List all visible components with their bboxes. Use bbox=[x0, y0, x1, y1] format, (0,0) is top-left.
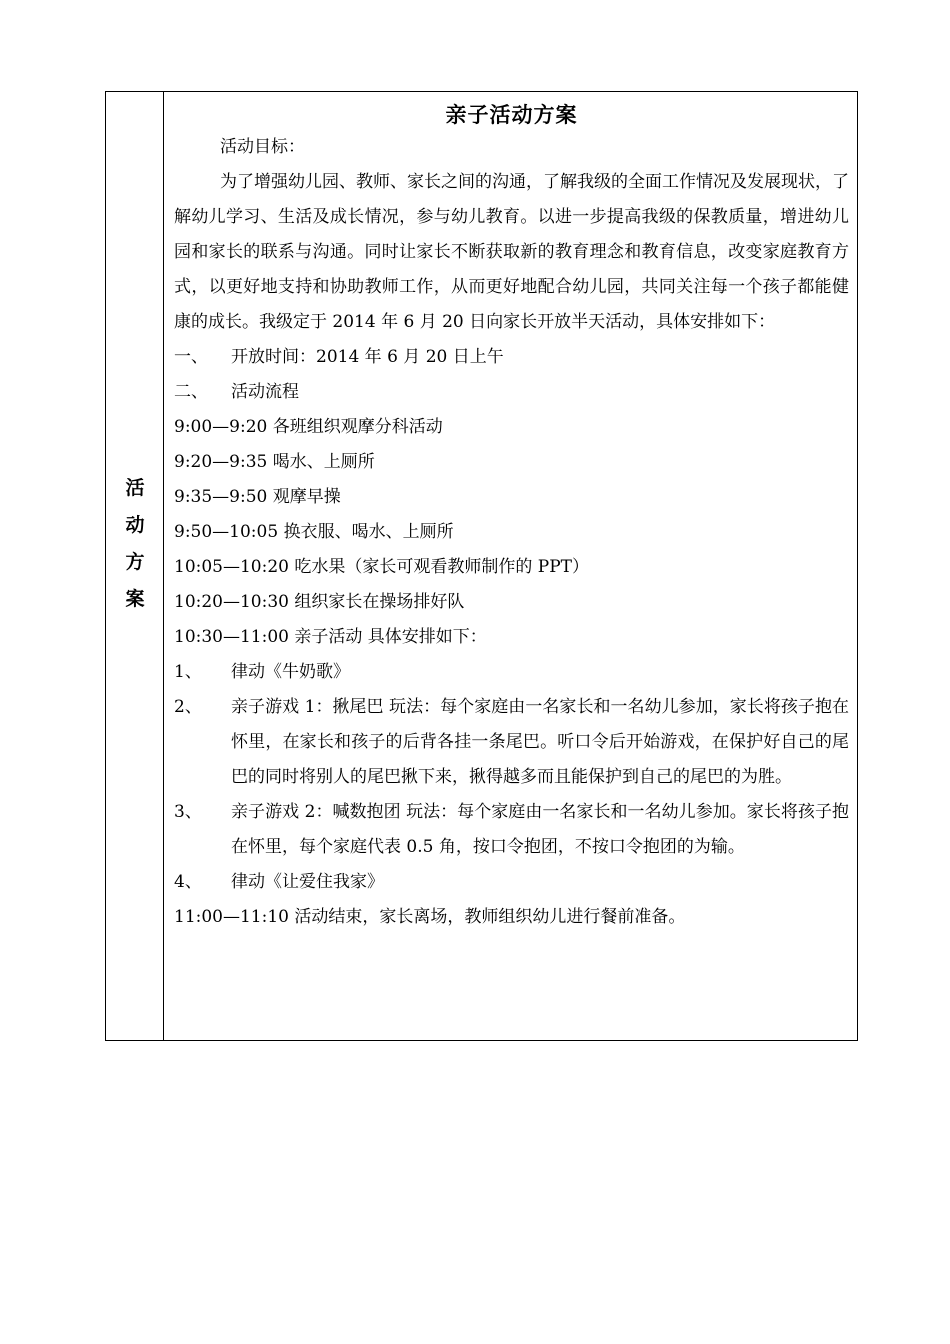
section-number: 一、 bbox=[174, 347, 208, 367]
section-open-time bbox=[174, 340, 849, 375]
activity-item bbox=[174, 865, 849, 900]
plan-table bbox=[105, 91, 858, 1041]
schedule-item: 9:20—9:35 喝水、上厕所 bbox=[174, 452, 375, 472]
section-text: 活动流程 bbox=[231, 382, 299, 402]
side-label-char: 案 bbox=[125, 588, 145, 610]
schedule-item: 9:50—10:05 换衣服、喝水、上厕所 bbox=[174, 522, 454, 542]
side-label-char: 活 bbox=[125, 477, 145, 499]
side-label-cell bbox=[106, 92, 164, 1040]
activity-item bbox=[174, 690, 849, 795]
section-process bbox=[174, 375, 849, 410]
activity-number: 2、 bbox=[174, 697, 202, 717]
content-cell bbox=[165, 92, 857, 1040]
activity-item bbox=[174, 655, 849, 690]
activity-number: 3、 bbox=[174, 802, 202, 822]
schedule-item: 9:35—9:50 观摩早操 bbox=[174, 487, 341, 507]
section-number: 二、 bbox=[174, 382, 208, 402]
activity-number: 4、 bbox=[174, 872, 202, 892]
activity-number: 1、 bbox=[174, 662, 202, 682]
document-title: 亲子活动方案 bbox=[445, 103, 578, 127]
side-label-char: 动 bbox=[125, 514, 145, 536]
activity-text: 亲子游戏 2：喊数抱团 玩法：每个家庭由一名家长和一名幼儿参加。家长将孩子抱在怀里，每个家庭代表 0.5 角，按口令抱团，不按口令抱团的为输。 bbox=[231, 802, 849, 857]
activity-text: 律动《让爱住我家》 bbox=[231, 872, 384, 892]
goal-heading: 活动目标： bbox=[220, 137, 305, 157]
schedule-item: 10:30—11:00 亲子活动 具体安排如下： bbox=[174, 627, 487, 647]
section-text: 开放时间：2014 年 6 月 20 日上午 bbox=[231, 347, 504, 367]
side-label bbox=[106, 470, 164, 618]
activity-text: 律动《牛奶歌》 bbox=[231, 662, 350, 682]
goal-paragraph: 为了增强幼儿园、教师、家长之间的沟通，了解我级的全面工作情况及发展现状，了解幼儿学习、生活及成长情况，参与幼儿教育。以进一步提高我级的保教质量，增进幼儿园和家长的联系与沟通。同时让家长不断获取新的教育理念和教育信息，改变家庭教育方式，以更好地支持和协助教师工作，从而更好地配合幼儿园，共同关注每一个孩子都能健康的成长。我级定于 2014 年 6 月 20 日向家长开放半天活动，具体安排如下： bbox=[174, 172, 849, 332]
activity-item bbox=[174, 795, 849, 865]
closing-line: 11:00—11:10 活动结束，家长离场，教师组织幼儿进行餐前准备。 bbox=[174, 907, 686, 927]
schedule-item: 9:00—9:20 各班组织观摩分科活动 bbox=[174, 417, 443, 437]
schedule-item: 10:05—10:20 吃水果（家长可观看教师制作的 PPT） bbox=[174, 557, 590, 577]
activity-text: 亲子游戏 1：揪尾巴 玩法：每个家庭由一名家长和一名幼儿参加，家长将孩子抱在怀里，在家长和孩子的后背各挂一条尾巴。听口令后开始游戏，在保护好自己的尾巴的同时将别人的尾巴揪下来，揪得越多而且能保护到自己的尾巴的为胜。 bbox=[231, 697, 849, 787]
side-label-char: 方 bbox=[125, 551, 145, 573]
schedule-item: 10:20—10:30 组织家长在操场排好队 bbox=[174, 592, 465, 612]
